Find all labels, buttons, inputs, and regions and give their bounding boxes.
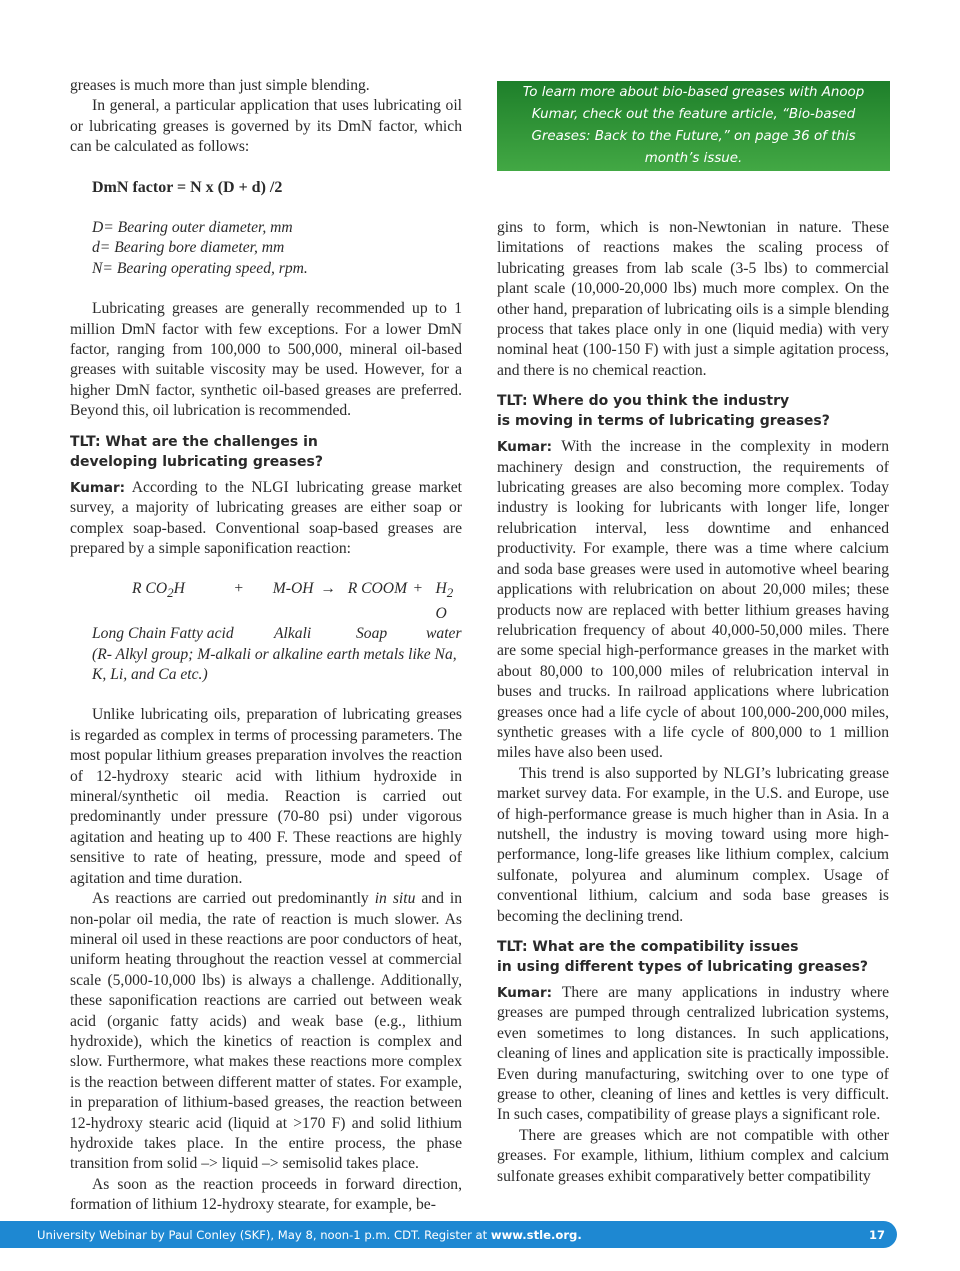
formula-variables	[92, 218, 462, 279]
callout-text: To learn more about bio-based greases with Anoop Kumar, check out the feature article, “Bio-based Greases: Back to the Future,” on page 36 of this month’s issue.	[522, 85, 865, 166]
question-line: TLT: What are the challenges in	[70, 433, 318, 450]
formula-text: DmN factor = N x (D + d) /2	[92, 178, 283, 196]
paragraph-dmn-intro: In general, a particular application that uses lubricating oil or lubricating greases is governed by its DmN factor, which can be calculated as follows:	[70, 97, 462, 156]
saponification-reaction	[70, 579, 462, 685]
answer-text: With the increase in the complexity in modern machinery design and construction, the requirements of lubricating greases are also becoming more complex. Today industry is looking for lubricants with longer life, longer relubrication interval, less downtime and enhanced productivity. For example, there was a time where calcium and soda base greases were used in automotive wheel bearing applications with relubrication on about 20,000 miles; these products now are replaced with better lithium greases having relubrication frequency of about 40,000-50,000 miles. There are some special high-performance greases in the market with about 80,000 to 100,000 miles of relubrication interval in buses and trucks. In railroad applications where lubrication greases once had a life cycle of about 100,000-200,000 miles, synthetic greases with a life cycle of 800,000 to 1 million miles have also been used.	[497, 438, 889, 762]
question-line: in using different types of lubricating greases?	[497, 959, 869, 975]
answer-text: There are many applications in industry where greases are pumped through centralized lubrication systems, even sometimes to long distances. In such applications, cleaning of lines and application site is practically impossible. Even during manufacturing, switching over to one type of grease to other, cleaning of lines and kettles is very difficult. In such cases, compatibility of grease plays a significant role.	[497, 984, 889, 1124]
question-challenges	[70, 432, 462, 472]
speaker-label: Kumar:	[497, 985, 553, 1001]
label-water: water	[426, 625, 462, 643]
question-compatibility	[497, 937, 889, 977]
label-fatty-acid: Long Chain Fatty acid	[92, 625, 234, 643]
answer-compatibility	[497, 983, 889, 1126]
variable-d-outer: D= Bearing outer diameter, mm	[92, 219, 293, 237]
arrow-icon: →	[320, 580, 336, 598]
paragraph-continued: gins to form, which is non-Newtonian in nature. These limitations of reactions makes the scaling process of lubricating greases from lab scale (3-5 lbs) to commercial plant scale (10,000-20,000 lbs) much more complex. On the other hand, preparation of lubricating oils is a simple blending process that takes place only in one (liquid media) with very nominal heat (100-150 F) with just a simple agitation process, and there is no chemical reaction.	[497, 219, 889, 379]
left-column	[70, 76, 462, 1216]
answer-text: According to the NLGI lubricating grease market survey, a majority of lubricating greases are either soap or complex soap-based. Conventional soap-based greases are prepared by a simple saponification reaction:	[70, 478, 462, 557]
question-line: TLT: Where do you think the industry	[497, 393, 790, 410]
product-soap: R COOM	[347, 580, 408, 598]
paragraph-trend: This trend is also supported by NLGI’s lubricating grease market survey data. For example, in the U.S. and Europe, use of high-performance grease is much higher than in Asia. In a nutshell, the industry is moving toward using more high-performance, long-life greases like lithium complex, calcium sulfonate, polyurea and aluminum complex. Usage of conventional lithium, calcium and soda base greases is becoming the declining trend.	[497, 764, 889, 925]
emphasis-in-situ: in situ	[374, 890, 416, 908]
label-alkali: Alkali	[274, 625, 312, 643]
footer-bar	[0, 1221, 897, 1248]
paragraph-recommend: Lubricating greases are generally recommended up to 1 million DmN factor with few exceptions. For a lower DmN factor, ranging from 100,000 to 500,000, mineral oil-based greases with suitable viscosity may be used. However, for a higher DmN factor, synthetic oil-based greases are preferred. Beyond this, oil lubrication is recommended.	[70, 300, 462, 420]
variable-d-bore: d= Bearing bore diameter, mm	[92, 239, 285, 257]
label-soap: Soap	[356, 625, 388, 643]
paragraph-insitu: As reactions are carried out predominantly in situ and in non-polar oil media, the rate of reaction is much slower. As mineral oil used in these reactions are poor conductors of heat, uniform heating throughout the reaction vessel at commercial scale (5,000-10,000 lbs) is always a challenge. Additionally, these saponification reactions are carried out between weak acid (organic fatty acids) and weak base (e.g., lithium hydroxide), which the kinetics of reaction is complex and slow. Furthermore, what makes these reactions more complex is the reaction between different matter of states. For example, in preparation of lithium-based greases, the reaction between 12-hydroxy stearic acid (liquid at >170 F) and solid lithium hydroxide takes place. In the entire process, the phase transition from solid –> liquid –> semisolid takes place.	[70, 890, 462, 1173]
footer-webinar-text: University Webinar by Paul Conley (SKF), May 8, noon-1 p.m. CDT. Register at www.stle.org.	[37, 1227, 582, 1242]
feature-callout	[497, 81, 890, 171]
question-line: TLT: What are the compatibility issues	[497, 939, 799, 955]
reaction-equation	[92, 579, 462, 624]
speaker-label: Kumar:	[497, 439, 553, 456]
reactant-fatty-acid: R $CO_2H$	[132, 580, 185, 601]
paragraph-compatibility: There are greases which are not compatible with other greases. For example, lithium, lithium complex and calcium sulfonate greases exhibit comparatively better compatibility	[497, 1126, 889, 1185]
right-column	[497, 218, 889, 1187]
answer-challenges	[70, 478, 462, 560]
reactant-alkali: M-OH	[272, 580, 314, 598]
paragraph-unlike: Unlike lubricating oils, preparation of lubricating greases is regarded as complex in terms of processing parameters. The most popular lithium greases preparation involves the reaction of 12-hydroxy stearic acid with lithium hydroxide in mineral/synthetic oil media. Reaction is carried out predominantly under pressure (70-80 psi) under vigorous agitation and heating up to 400 F. These reactions are highly sensitive to rate of heating, pressure, mode and speed of agitation and time duration.	[70, 706, 462, 887]
page-number: 17	[868, 1227, 885, 1242]
variable-n-speed: N= Bearing operating speed, rpm.	[92, 259, 308, 277]
question-line: developing lubricating greases?	[70, 453, 323, 470]
product-water: $H_2O$	[435, 580, 454, 622]
footer-link[interactable]: www.stle.org.	[490, 1227, 582, 1242]
plus-sign: +	[413, 580, 423, 598]
answer-industry-direction	[497, 437, 889, 764]
reaction-labels	[92, 624, 462, 644]
question-line: is moving in terms of lubricating greases?	[497, 413, 830, 430]
question-industry-direction	[497, 391, 889, 431]
dmn-formula	[70, 178, 462, 280]
speaker-label: Kumar:	[70, 479, 126, 496]
reaction-note: (R- Alkyl group; M-alkali or alkaline earth metals like Na, K, Li, and Ca etc.)	[92, 645, 457, 684]
paragraph-forward: As soon as the reaction proceeds in forward direction, formation of lithium 12-hydroxy stearate, for example, be-	[70, 1175, 462, 1214]
paragraph-intro-end: greases is much more than just simple blending.	[70, 77, 370, 94]
plus-sign: +	[234, 580, 244, 598]
